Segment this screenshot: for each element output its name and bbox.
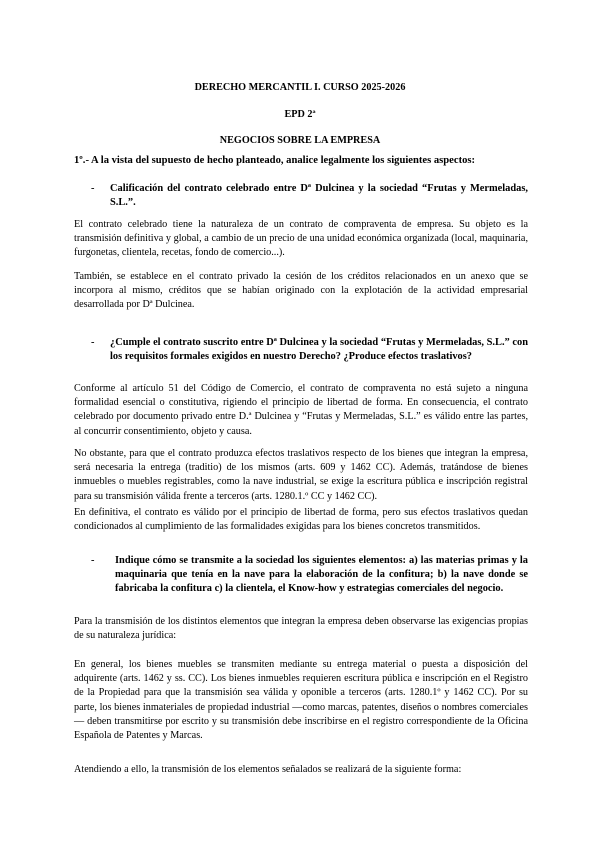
bullet-text: Indique cómo se transmite a la sociedad los siguientes elementos: a) las materias primas y la maquinaria que tenía en la nave para la elaboración de la confitura; b) la nave donde se fabricaba la confitura c) la clientela, el Know-how y estrategias comerciales del negocio. [115,555,528,594]
bullet-dash: - [91,337,95,348]
paragraph: No obstante, para que el contrato produzca efectos traslativos respecto de los bienes que integran la empresa, será necesaria la entrega (traditio) de los mismos (arts. 609 y 1462 CC). Además, tratándose de bienes inmuebles o muebles registrables, como la nave industrial, se exige la escritura pública e inscripción registral para su transmisión válida frente a terceros (arts. 1280.1.º CC y 1462 CC). [74,448,528,502]
bullet-dash: - [91,183,95,194]
paragraph: En definitiva, el contrato es válido por el principio de libertad de forma, pero sus efectos traslativos quedan condicionados al cumplimiento de las formalidades exigidas para los bienes concretos transmitidos. [74,507,528,533]
bullet-dash: - [91,555,95,566]
bullet-text: ¿Cumple el contrato suscrito entre Dª Dulcinea y la sociedad “Frutas y Mermeladas, S.L.” con los requisitos formales exigidos en nuestro Derecho? ¿Produce efectos traslativos? [110,337,528,362]
bullet-text: Calificación del contrato celebrado entre Dª Dulcinea y la sociedad “Frutas y Mermeladas, S.L.”. [110,183,528,208]
paragraph: En general, los bienes muebles se transmiten mediante su entrega material o puesta a disposición del adquirente (arts. 1462 y ss. CC). Los bienes inmuebles requieren escritura pública e inscripción en el Registro de la Propiedad para que la transmisión sea válida y oponible a terceros (arts. 1280.1º y 1462 CC). Por su parte, los bienes inmateriales de propiedad industrial —como marcas, patentes, diseños o nombres comerciales— deben transmitirse por escrito y su transmisión debe inscribirse en el registro correspondiente de la Oficina Española de Patentes y Marcas. [74,659,528,742]
paragraph: Para la transmisión de los distintos elementos que integran la empresa deben observarse las exigencias propias de su naturaleza jurídica: [74,616,528,642]
epd-heading: EPD 2ª [284,109,316,120]
paragraph: También, se establece en el contrato privado la cesión de los créditos relacionados en un anexo que se incorpora al mismo, créditos que se habían originado con la explotación de la actividad empresarial desarrollada por Dª Dulcinea. [74,271,528,311]
course-heading: DERECHO MERCANTIL I. CURSO 2025-2026 [194,82,406,93]
paragraph: Atendiendo a ello, la transmisión de los elementos señalados se realizará de la siguiente forma: [74,764,462,775]
topic-heading: NEGOCIOS SOBRE LA EMPRESA [219,135,381,146]
paragraph: Conforme al artículo 51 del Código de Comercio, el contrato de compraventa no está sujeto a ninguna formalidad esencial o constitutiva, rigiendo el principio de libertad de forma. En consecuencia, el contrato celebrado por documento privado entre D.ª Dulcinea y “Frutas y Mermeladas, S.L.” es válido entre las partes, al concurrir consentimiento, objeto y causa. [74,383,528,437]
question-intro: 1º.- A la vista del supuesto de hecho planteado, analice legalmente los siguientes aspectos: [74,155,476,166]
paragraph: El contrato celebrado tiene la naturaleza de un contrato de compraventa de empresa. Su objeto es la transmisión definitiva y global, a cambio de un precio de una unidad económica organizada (local, maquinaria, furgonetas, clientela, recetas, fondo de comercio...). [74,219,528,259]
